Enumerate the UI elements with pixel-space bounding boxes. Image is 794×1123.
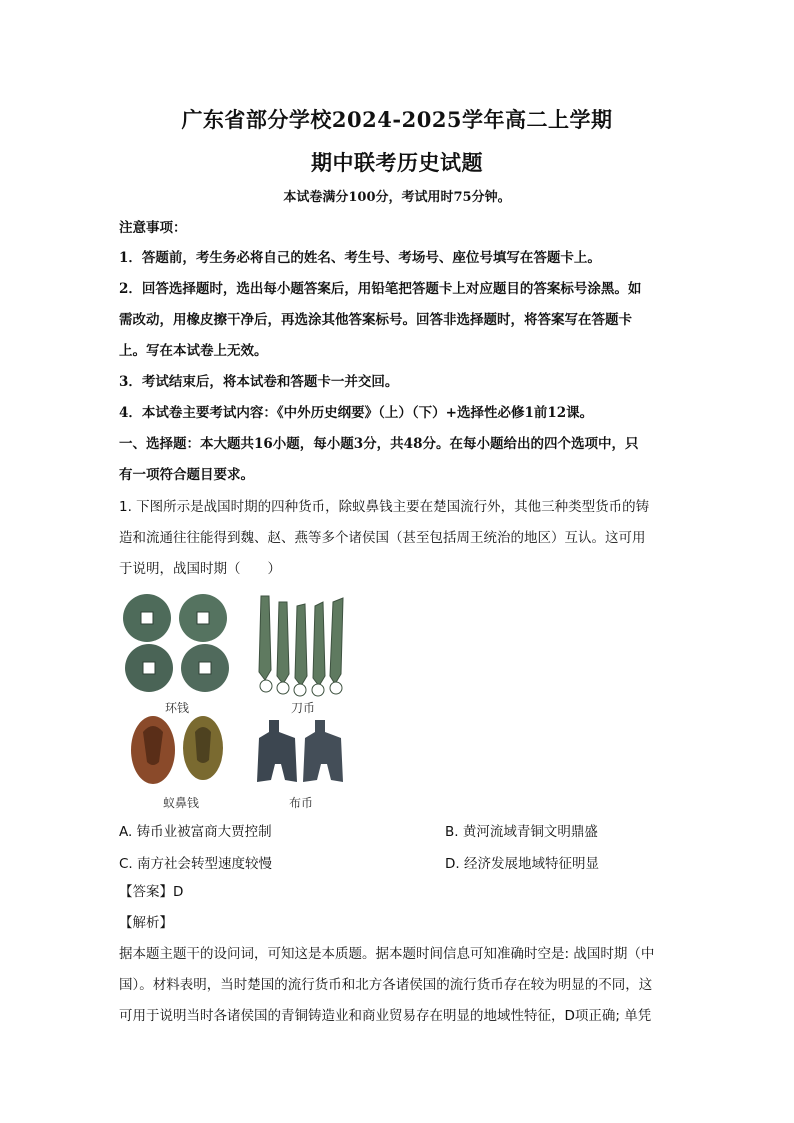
section-heading-line2: 有一项符合题目要求。 [119, 467, 254, 483]
coins-illustration [119, 592, 359, 812]
exam-info: 本试卷满分100分，考试用时75分钟。 [283, 190, 511, 205]
ant-nose-coins [131, 716, 223, 784]
section-heading-line1: 一、选择题：本大题共16小题，每小题3分，共48分。在每小题给出的四个选项中，只 [119, 436, 639, 452]
note-item: 3．考试结束后，将本试卷和答题卡一并交回。 [119, 374, 399, 390]
label-spade-coin: 布币 [289, 796, 314, 810]
label-knife-coin: 刀币 [291, 701, 316, 715]
exam-title-line1: 广东省部分学校2024-2025学年高二上学期 [181, 107, 613, 132]
spade-coins [257, 720, 343, 782]
notes-heading: 注意事项： [119, 220, 187, 236]
note-item: 1．答题前，考生务必将自己的姓名、考生号、考场号、座位号填写在答题卡上。 [119, 250, 601, 266]
coins-figure [119, 592, 359, 812]
question-stem-line: 1. 下图所示是战国时期的四种货币，除蚁鼻钱主要在楚国流行外，其他三种类型货币的铸 [119, 499, 650, 515]
note-item: 2．回答选择题时，选出每小题答案后，用铅笔把答题卡上对应题目的答案标号涂黑。如 [119, 281, 642, 297]
question-stem-line: 造和流通往往能得到魏、赵、燕等多个诸侯国（甚至包括周王统治的地区）互认。这可用 [119, 530, 646, 546]
analysis-line: 可用于说明当时各诸侯国的青铜铸造业和商业贸易存在明显的地域性特征，D项正确; 单凭 [119, 1008, 652, 1024]
label-ant-nose-coin: 蚁鼻钱 [163, 796, 200, 810]
ring-coins [123, 594, 229, 692]
exam-title-line2: 期中联考历史试题 [311, 150, 483, 175]
note-item: 需改动，用橡皮擦干净后，再选涂其他答案标号。回答非选择题时，将答案写在答题卡 [119, 312, 632, 328]
knife-coins [259, 596, 343, 696]
option-c[interactable]: C. 南方社会转型速度较慢 [119, 856, 273, 872]
analysis-heading: 【解析】 [119, 915, 173, 931]
note-item: 4．本试卷主要考试内容：《中外历史纲要》（上）（下）+选择性必修1前12课。 [119, 405, 594, 421]
question-stem-line: 于说明，战国时期（ ） [119, 561, 281, 577]
analysis-line: 国）。材料表明，当时楚国的流行货币和北方各诸侯国的流行货币存在较为明显的不同，这 [119, 977, 653, 993]
note-item: 上。写在本试卷上无效。 [119, 343, 268, 359]
option-d[interactable]: D. 经济发展地域特征明显 [445, 856, 599, 872]
analysis-line: 据本题主题干的设问词，可知这是本质题。据本题时间信息可知准确时空是: 战国时期（中 [119, 946, 655, 962]
option-a[interactable]: A. 铸币业被富商大贾控制 [119, 824, 272, 840]
label-ring-coin: 环钱 [165, 701, 190, 715]
option-b[interactable]: B. 黄河流域青铜文明鼎盛 [445, 824, 598, 840]
answer-line: 【答案】D [119, 884, 184, 900]
